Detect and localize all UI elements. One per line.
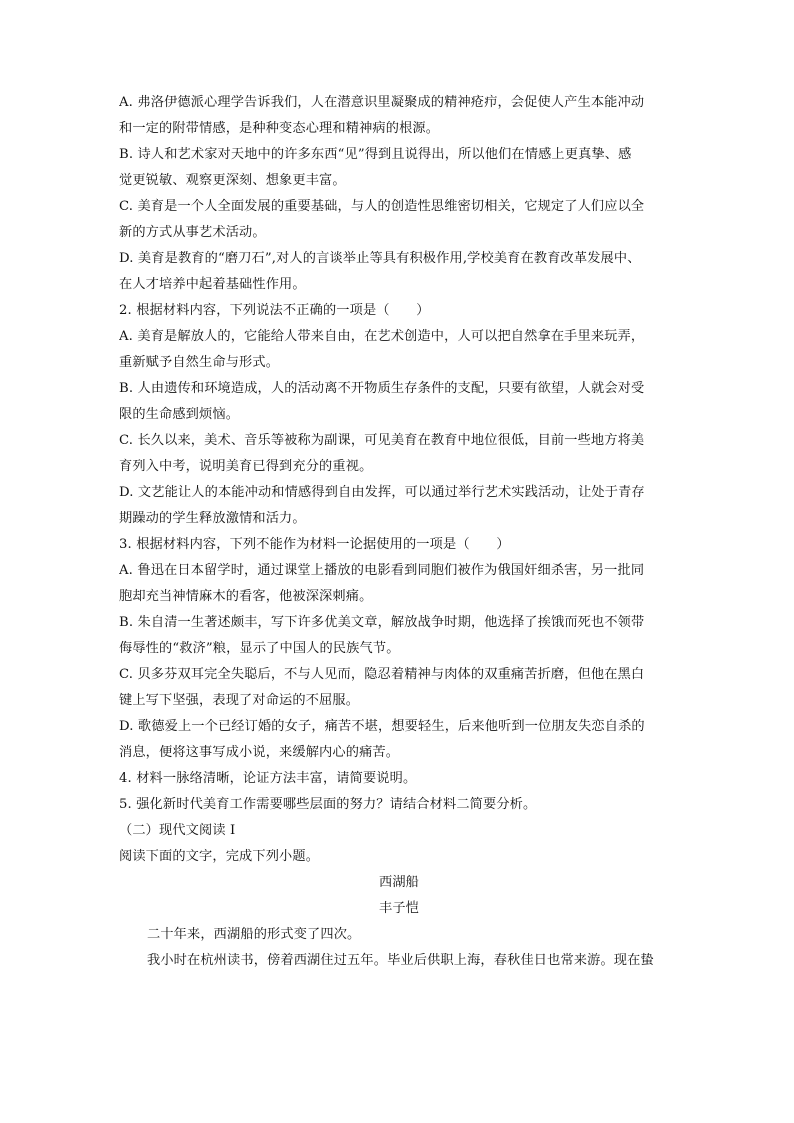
text-line: 重新赋予自然生命与形式。 — [119, 355, 280, 370]
section-heading: （二）现代文阅读 I — [119, 823, 236, 838]
text-line: B. 人由遗传和环境造成，人的活动离不开物质生存条件的支配，只要有欲望，人就会对受 — [119, 381, 645, 396]
text-line: A. 弗洛伊德派心理学告诉我们，人在潜意识里凝聚成的精神疮疖，会促使人产生本能冲动 — [119, 95, 645, 110]
text-line: C. 贝多芬双耳完全失聪后，不与人见而，隐忍着精神与肉体的双重痛苦折磨，但他在黑白 — [119, 667, 645, 682]
text-line: C. 长久以来，美术、音乐等被称为副课，可见美育在教育中地位很低，目前一些地方将美 — [119, 433, 645, 448]
text-line: C. 美育是一个人全面发展的重要基础，与人的创造性思维密切相关，它规定了人们应以全 — [119, 199, 645, 214]
text-line: B. 诗人和艺术家对天地中的许多东西“见”得到且说得出，所以他们在情感上更真挚、感 — [119, 147, 632, 162]
text-line: 胞却充当神情麻木的看客，他被深深刺痛。 — [119, 589, 373, 604]
text-line: 侮辱性的“救济”粮，显示了中国人的民族气节。 — [119, 641, 400, 656]
q2-option-a — [119, 324, 679, 376]
q3-option-d — [119, 714, 679, 766]
text-line: B. 朱自清一生著述颇丰，写下许多优美文章，解放战争时期，他选择了挨饿而死也不领带 — [119, 615, 645, 630]
text-line: 新的方式从事艺术活动。 — [119, 225, 266, 240]
text-line: 和一定的附带情感，是种种变态心理和精神病的根源。 — [119, 121, 440, 136]
article-author: 丰子恺 — [378, 901, 419, 916]
q2-option-c — [119, 428, 679, 480]
exam-page — [119, 90, 679, 974]
reading-instruction: 阅读下面的文字，完成下列小题。 — [119, 849, 320, 864]
text-line: D. 文艺能让人的本能冲动和情感得到自由发挥，可以通过举行艺术实践活动，让处于青存 — [119, 485, 645, 500]
question-3-stem: 3. 根据材料内容，下列不能作为材料一论据使用的一项是（ ） — [119, 537, 510, 552]
text-line: 消息，便将这事写成小说，来缓解内心的痛苦。 — [119, 745, 400, 760]
text-line: 育列入中考，说明美育已得到充分的重视。 — [119, 459, 373, 474]
text-line: A. 美育是解放人的，它能给人带来自由，在艺术创造中，人可以把自然拿在手里来玩弄， — [119, 329, 645, 344]
text-line: 觉更锐敏、观察更深刻、想象更丰富。 — [119, 173, 346, 188]
text-line: 键上写下坚强，表现了对命运的不屈服。 — [119, 693, 360, 708]
q1-option-d — [119, 246, 679, 298]
article-title: 西湖船 — [378, 875, 419, 890]
q2-option-d — [119, 480, 679, 532]
question-2-stem: 2. 根据材料内容，下列说法不正确的一项是（ ） — [119, 303, 430, 318]
q3-option-c — [119, 662, 679, 714]
text-line: 期躁动的学生释放激情和活力。 — [119, 511, 306, 526]
text-line: A. 鲁迅在日本留学时，通过课堂上播放的电影看到同胞们被作为俄国奸细杀害，另一批同 — [119, 563, 645, 578]
text-line: D. 美育是教育的“磨刀石”,对人的言谈举止等具有积极作用,学校美育在教育改革发展中、 — [119, 251, 641, 266]
question-4: 4. 材料一脉络清晰，论证方法丰富，请简要说明。 — [119, 771, 417, 786]
paragraph-1: 二十年来，西湖船的形式变了四次。 — [147, 927, 361, 942]
text-line: 限的生命感到烦恼。 — [119, 407, 240, 422]
paragraph-2: 我小时在杭州读书，傍着西湖住过五年。毕业后供职上海，春秋佳日也常来游。现在蛰 — [147, 953, 654, 968]
q1-option-b — [119, 142, 679, 194]
q1-option-c — [119, 194, 679, 246]
q3-option-a — [119, 558, 679, 610]
question-5: 5. 强化新时代美育工作需要哪些层面的努力？请结合材料二简要分析。 — [119, 797, 537, 812]
q2-option-b — [119, 376, 679, 428]
text-line: 在人才培养中起着基础性作用。 — [119, 277, 306, 292]
text-line: D. 歌德爱上一个已经订婚的女子，痛苦不堪，想要轻生，后来他听到一位朋友失恋自杀的 — [119, 719, 645, 734]
q1-option-a — [119, 90, 679, 142]
q3-option-b — [119, 610, 679, 662]
